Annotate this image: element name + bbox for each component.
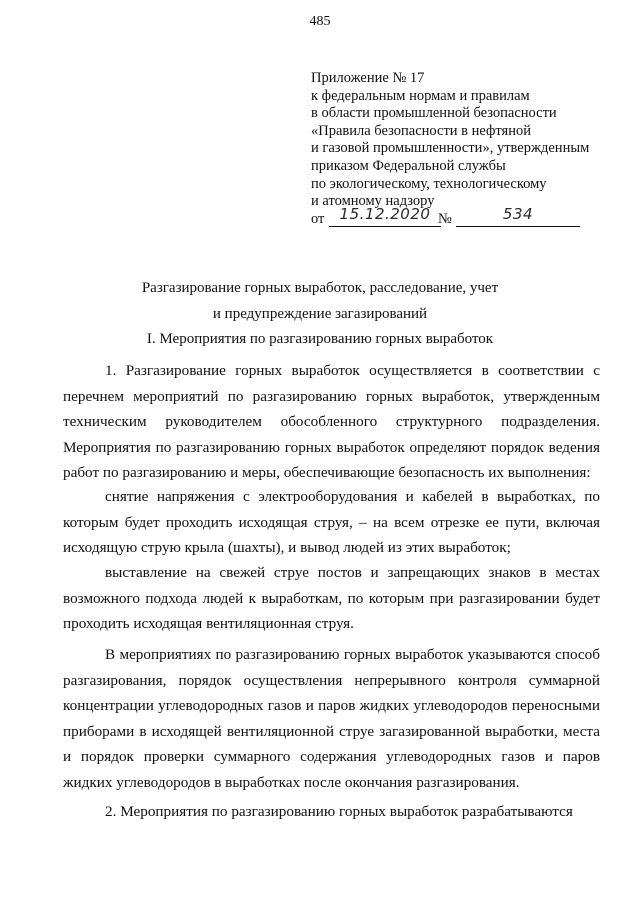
paragraph-3: выставление на свежей струе постов и запрещающих знаков в местах возможного подхода людей к выработкам, по которым при разгазировании будет проходить исходящая вентиляционная струя. bbox=[63, 564, 600, 632]
handwritten-order-number: 534 bbox=[456, 204, 580, 227]
appendix-line: по экологическому, технологическому bbox=[311, 175, 547, 192]
appendix-line: и атомному надзору bbox=[311, 193, 435, 210]
order-date-number-line bbox=[311, 204, 621, 231]
paragraph-4: В мероприятиях по разгазированию горных выработок указываются способ разгазирования, порядок осуществления непрерывного контроля суммарной концентрации углеводородных газов и паров жидких углеводородов переносными приборами в исходящей вентиляционной струе загазированной выработки, места и порядок проверки суммарного содержания углеводородных газов и паров жидких углеводородов в выработках после окончания разгазирования. bbox=[63, 646, 600, 791]
appendix-line: приказом Федеральной службы bbox=[311, 157, 506, 174]
date-prefix: от bbox=[311, 210, 325, 227]
document-title-line-2: и предупреждение загазирований bbox=[212, 306, 428, 322]
number-prefix: № bbox=[438, 210, 452, 227]
page-number: 485 bbox=[309, 14, 331, 29]
appendix-block bbox=[311, 70, 621, 231]
section-heading: I. Мероприятия по разгазированию горных выработок bbox=[146, 331, 494, 347]
appendix-line: к федеральным нормам и правилам bbox=[311, 87, 530, 104]
appendix-line: Приложение № 17 bbox=[311, 70, 425, 86]
appendix-line: в области промышленной безопасности bbox=[311, 105, 557, 122]
appendix-line: и газовой промышленности», утвержденным bbox=[311, 140, 590, 157]
handwritten-date: 15.12.2020 bbox=[329, 204, 441, 227]
paragraph-2: снятие напряжения с электрооборудования и кабелей в выработках, по которым будет проходить исходящая струя, – на всем отрезке ее пути, включая исходящую струю крыла (шахты), и вывод людей из этих выработок; bbox=[63, 488, 600, 556]
paragraph-5: 2. Мероприятия по разгазированию горных выработок разрабатываются bbox=[105, 803, 573, 820]
appendix-line: «Правила безопасности в нефтяной bbox=[311, 122, 531, 139]
document-title-line-1: Разгазирование горных выработок, расследование, учет bbox=[141, 280, 499, 296]
paragraph-1: 1. Разгазирование горных выработок осуществляется в соответствии с перечнем мероприятий по разгазированию горных выработок, утвержденным техническим руководителем обособленного структурного подразделения. Мероприятия по разгазированию горных выработок определяют порядок ведения работ по разгазированию и меры, обеспечивающие безопасность их выполнения: bbox=[63, 362, 600, 481]
